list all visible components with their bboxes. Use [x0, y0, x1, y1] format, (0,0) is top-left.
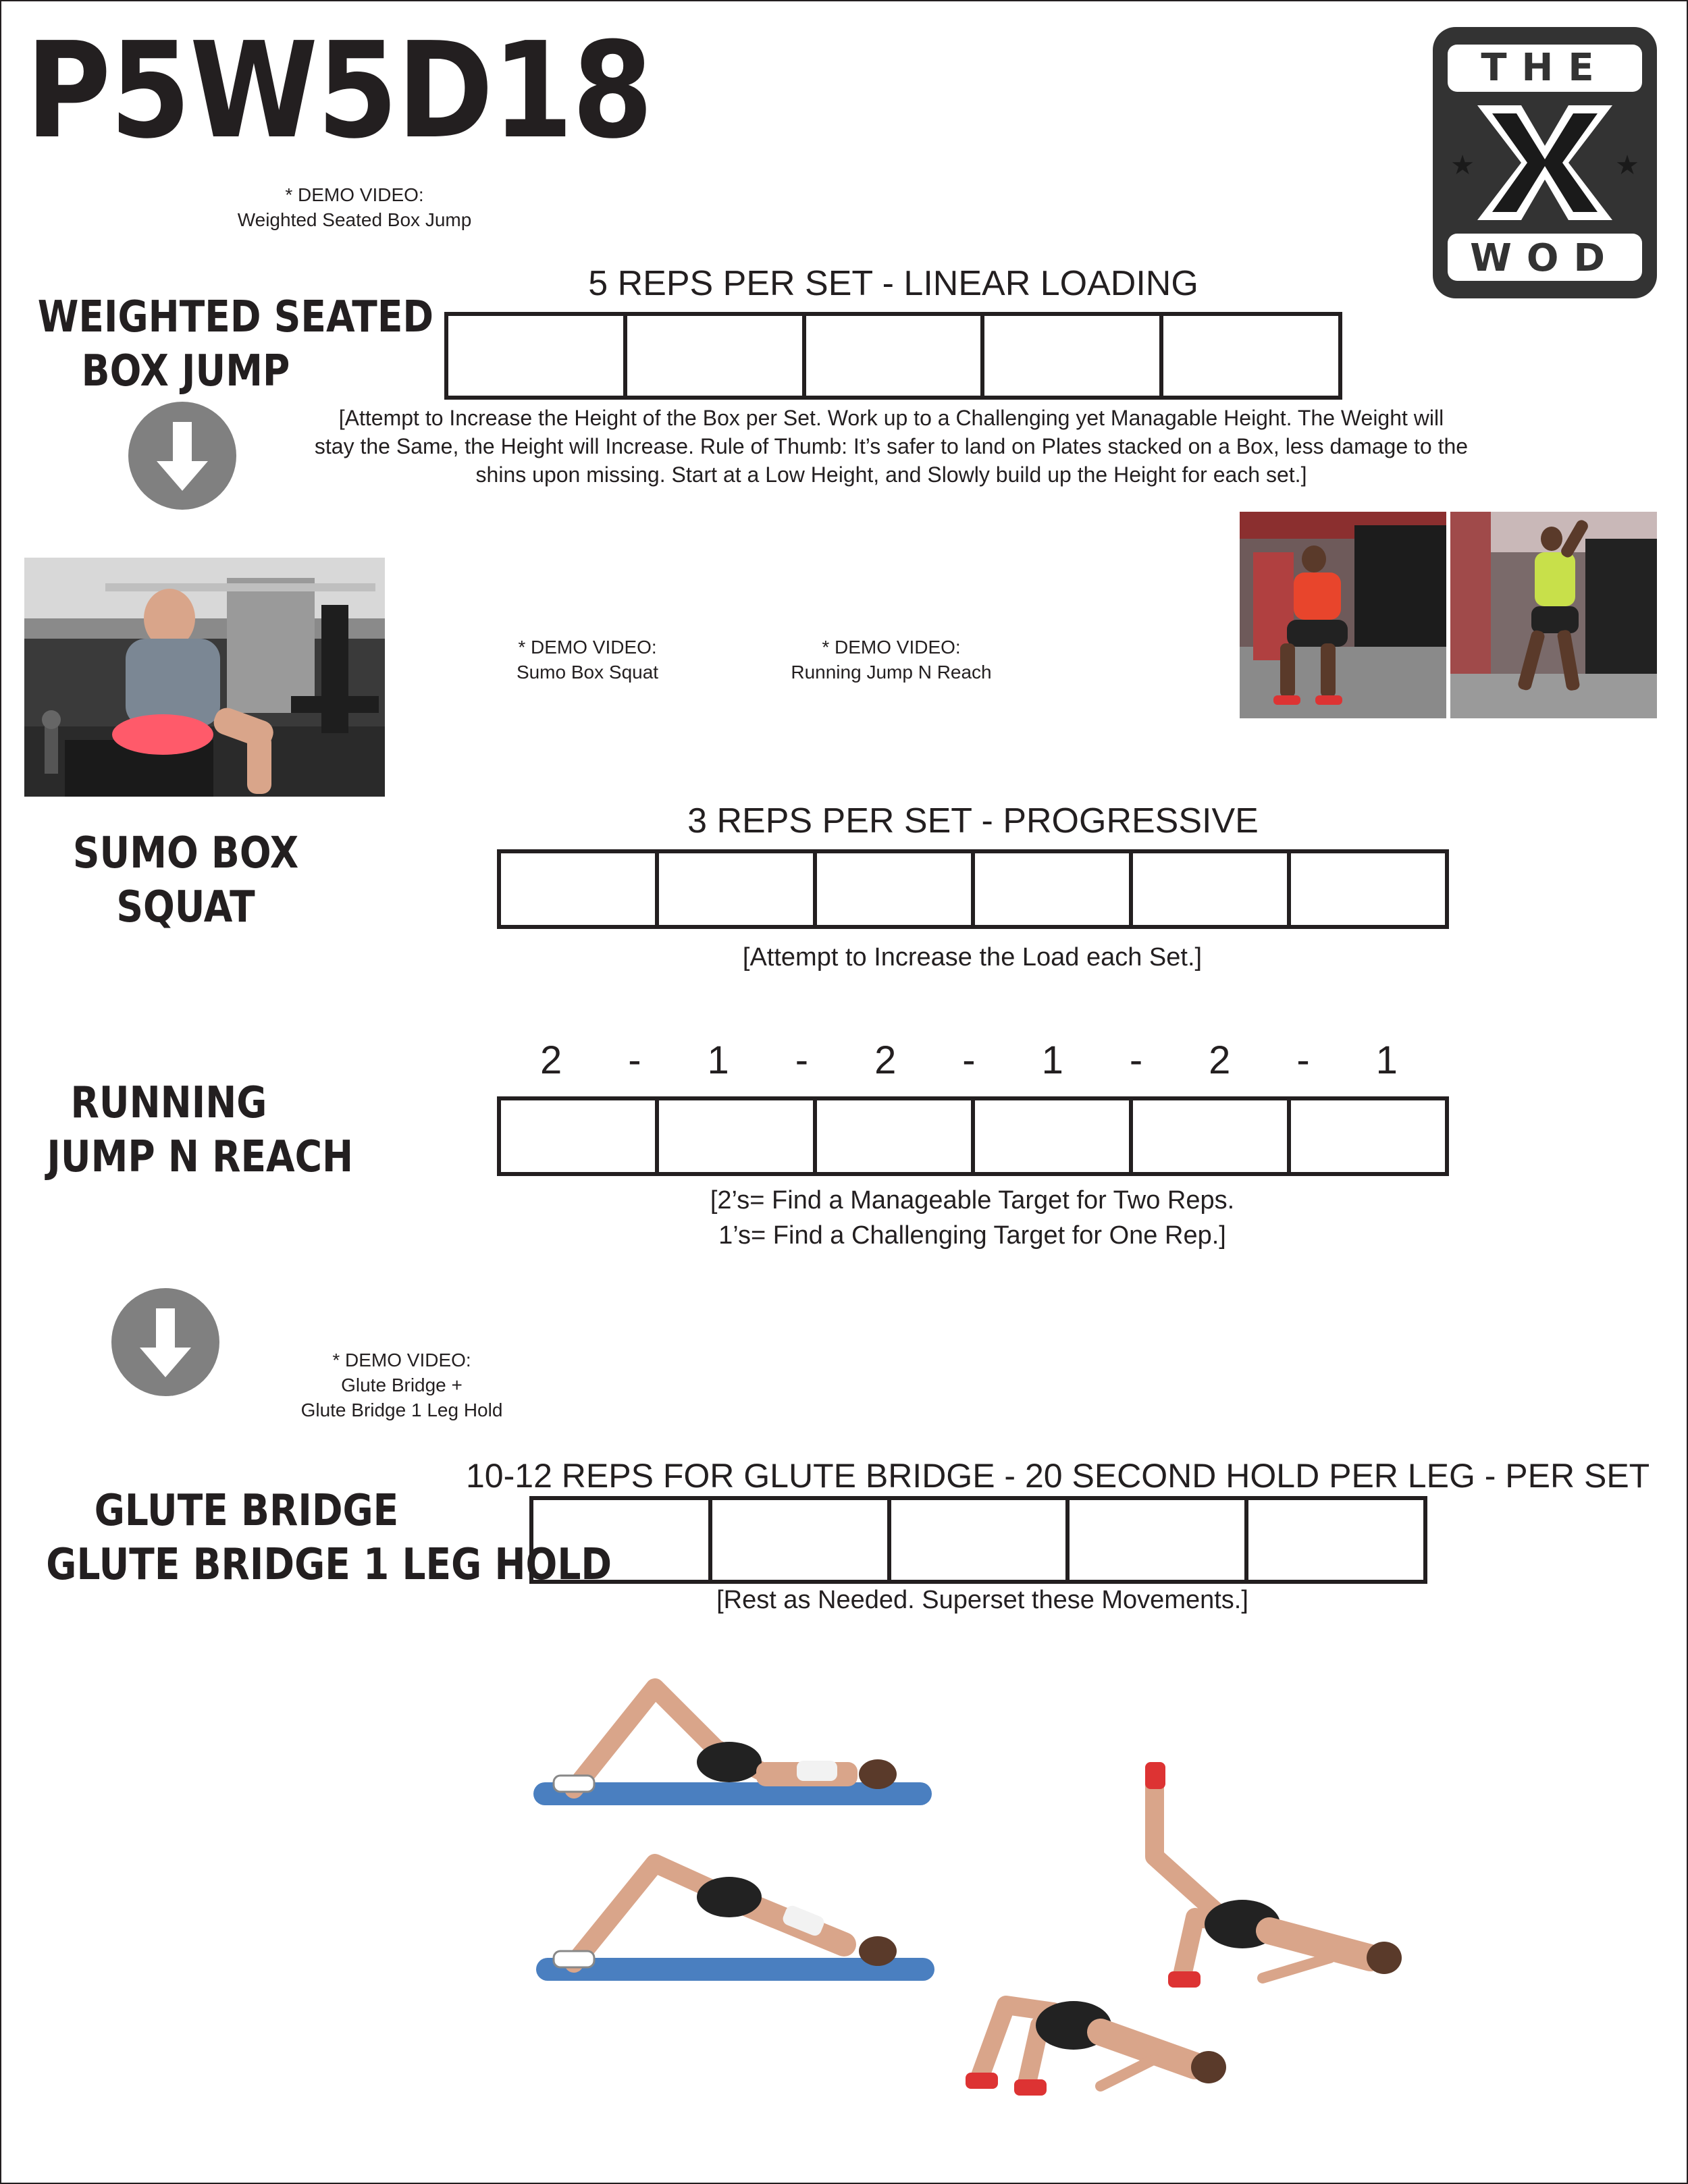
demo-video-link-sumo[interactable]: [473, 635, 702, 685]
note-line: [Attempt to Increase the Load each Set.]: [742, 943, 1203, 971]
set-box[interactable]: [975, 1100, 1133, 1172]
svg-text:★: ★: [1615, 150, 1639, 181]
glute-bridge-illustration: [527, 1674, 945, 1998]
demo-exercise-name: Glute Bridge 1 Leg Hold: [300, 1400, 503, 1420]
set-box[interactable]: [891, 1500, 1070, 1580]
set-box[interactable]: [1133, 1100, 1291, 1172]
set-box[interactable]: [1133, 853, 1291, 925]
svg-text:THE: THE: [1481, 46, 1609, 90]
running-jump-photo-2: [1450, 512, 1657, 718]
set-header-box-jump: 5 REPS PER SET - LINEAR LOADING: [588, 264, 1198, 303]
exercise-title-line: GLUTE BRIDGE 1 LEG HOLD: [46, 1540, 612, 1590]
demo-exercise-name: Weighted Seated Box Jump: [237, 209, 472, 230]
note-line: 1’s= Find a Challenging Target for One Rep.]: [718, 1221, 1226, 1250]
set-box[interactable]: [975, 853, 1133, 925]
rep-sequence-item: 2: [874, 1038, 897, 1082]
note-line: shins upon missing. Start at a Low Height, and Slowly build up the Height for each set.]: [475, 462, 1307, 487]
note-line: [2’s= Find a Manageable Target for Two Reps.: [710, 1186, 1235, 1215]
set-box[interactable]: [984, 316, 1163, 396]
demo-video-link-box-jump[interactable]: [209, 182, 500, 232]
exercise-title-line: GLUTE BRIDGE: [94, 1486, 399, 1536]
arrow-down-icon: [111, 1288, 219, 1396]
note-line: [Rest as Needed. Superset these Movements.]: [716, 1586, 1248, 1614]
running-jump-photo-1: [1240, 512, 1446, 718]
down-arrow-button: [111, 1288, 219, 1396]
sumo-box-squat-photo: [24, 558, 385, 797]
exercise-title-running: [47, 1076, 354, 1184]
set-box[interactable]: [627, 316, 806, 396]
rep-sequence-item: 2: [1209, 1038, 1231, 1082]
set-note-sumo: [608, 941, 1337, 974]
rep-sequence-item: -: [1129, 1038, 1143, 1082]
set-note-glute: [608, 1584, 1357, 1616]
demo-label: * DEMO VIDEO:: [518, 637, 657, 658]
set-box[interactable]: [817, 853, 975, 925]
exercise-title-line: JUMP N REACH: [47, 1132, 354, 1182]
arrow-down-icon: [128, 402, 236, 510]
set-box[interactable]: [1291, 1100, 1445, 1172]
down-arrow-button: [128, 402, 236, 510]
set-tracker-box-jump: [444, 312, 1342, 400]
set-box[interactable]: [712, 1500, 891, 1580]
svg-text:★: ★: [1450, 150, 1475, 181]
glute-bridge-1-leg-hold-illustration: [952, 1755, 1418, 2106]
exercise-title-glute: [46, 1484, 612, 1592]
rep-sequence-item: 1: [707, 1038, 729, 1082]
rep-sequence-item: 1: [1375, 1038, 1398, 1082]
rep-sequence-item: -: [795, 1038, 809, 1082]
demo-exercise-name: Running Jump N Reach: [791, 662, 992, 683]
exercise-title-line: RUNNING: [70, 1078, 267, 1128]
set-note-box-jump: [297, 404, 1485, 489]
demo-label: * DEMO VIDEO:: [332, 1350, 471, 1370]
demo-video-link-running[interactable]: [763, 635, 1020, 685]
note-line: [Attempt to Increase the Height of the Box per Set. Work up to a Challenging yet Managable Height. The Weight will: [338, 406, 1444, 430]
set-box[interactable]: [501, 1100, 659, 1172]
x-logo-icon: [1430, 24, 1660, 301]
exercise-title-box-jump: [37, 290, 434, 398]
set-box[interactable]: [1163, 316, 1338, 396]
set-box[interactable]: [533, 1500, 712, 1580]
demo-label: * DEMO VIDEO:: [285, 184, 424, 205]
set-box[interactable]: [1248, 1500, 1423, 1580]
rep-sequence-item: -: [628, 1038, 641, 1082]
set-box[interactable]: [448, 316, 627, 396]
set-box[interactable]: [1291, 853, 1445, 925]
rep-sequence: [540, 1037, 1398, 1084]
exercise-title-line: SQUAT: [116, 882, 255, 932]
svg-text:WOD: WOD: [1470, 236, 1620, 280]
rep-sequence-item: -: [962, 1038, 976, 1082]
rep-sequence-item: 1: [1041, 1038, 1063, 1082]
set-tracker-running: [497, 1096, 1449, 1176]
set-tracker-sumo: [497, 849, 1449, 929]
set-header-sumo: 3 REPS PER SET - PROGRESSIVE: [687, 801, 1259, 841]
exercise-title-line: WEIGHTED SEATED: [37, 292, 434, 342]
set-box[interactable]: [659, 853, 817, 925]
rep-sequence-item: 2: [540, 1038, 562, 1082]
rep-sequence-item: -: [1296, 1038, 1310, 1082]
set-box[interactable]: [659, 1100, 817, 1172]
set-header-glute: 10-12 REPS FOR GLUTE BRIDGE - 20 SECOND HOLD PER LEG - PER SET: [466, 1457, 1650, 1495]
set-tracker-glute: [529, 1496, 1427, 1584]
exercise-title-sumo: [49, 826, 322, 934]
set-box[interactable]: [501, 853, 659, 925]
page-title: P5W5D18: [26, 14, 652, 168]
set-box[interactable]: [1070, 1500, 1248, 1580]
demo-label: * DEMO VIDEO:: [822, 637, 961, 658]
demo-exercise-name: Sumo Box Squat: [516, 662, 659, 683]
set-box[interactable]: [817, 1100, 975, 1172]
the-x-wod-logo: [1430, 24, 1660, 301]
demo-exercise-name: Glute Bridge +: [341, 1375, 463, 1395]
set-note-running: [594, 1183, 1350, 1253]
note-line: stay the Same, the Height will Increase. Rule of Thumb: It’s safer to land on Plates stacked on a Box, less damage to the: [314, 434, 1469, 458]
set-box[interactable]: [806, 316, 985, 396]
exercise-title-line: SUMO BOX: [72, 828, 299, 878]
demo-video-link-glute[interactable]: [284, 1348, 520, 1422]
exercise-title-line: BOX JUMP: [81, 346, 290, 396]
